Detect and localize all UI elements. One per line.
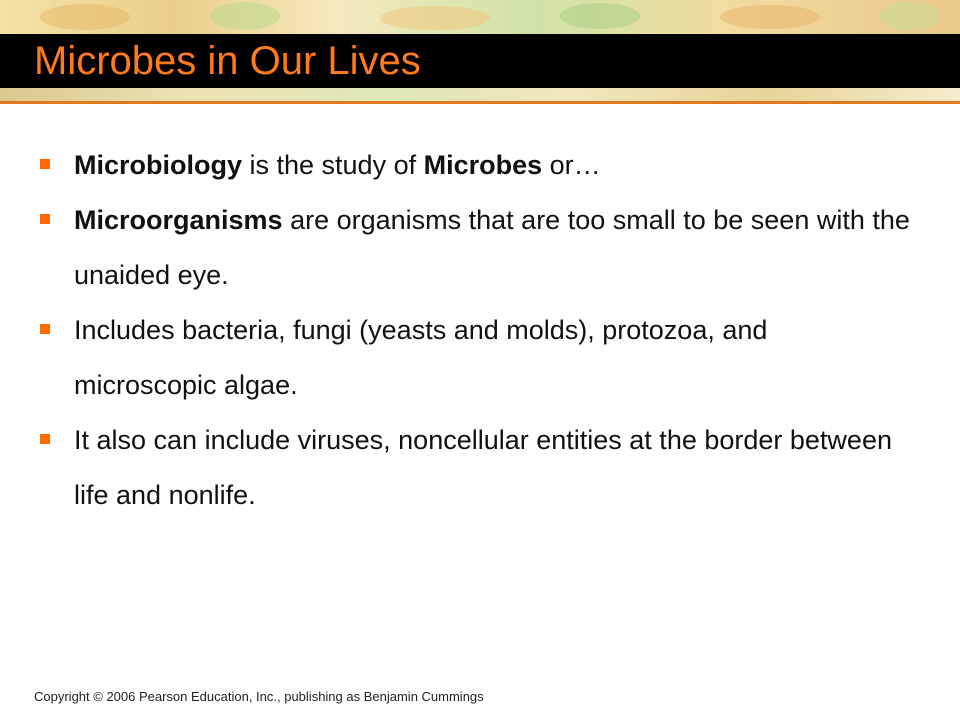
copyright-footer: Copyright © 2006 Pearson Education, Inc., publishing as Benjamin Cummings [34, 689, 484, 704]
slide-title: Microbes in Our Lives [34, 39, 421, 83]
square-bullet-icon [40, 159, 50, 169]
bullet-item [34, 413, 914, 523]
bullet-text: or… [542, 150, 601, 180]
square-bullet-icon [40, 324, 50, 334]
bullet-text: It also can include viruses, noncellular entities at the border between life and nonlife. [74, 425, 892, 510]
bullet-bold-term: Microbes [423, 150, 543, 180]
bullet-text: are organisms that are too small to be seen with the unaided eye. [74, 205, 910, 290]
square-bullet-icon [40, 434, 50, 444]
bullet-list [34, 138, 914, 523]
bullet-item [34, 193, 914, 303]
bullet-bold-term: Microbiology [74, 150, 242, 180]
decorative-divider-image [0, 88, 960, 102]
bullet-item [34, 303, 914, 413]
bullet-bold-term: Microorganisms [74, 205, 283, 235]
decorative-header-image [0, 0, 960, 34]
square-bullet-icon [40, 214, 50, 224]
bullet-text: Includes bacteria, fungi (yeasts and molds), protozoa, and microscopic algae. [74, 315, 768, 400]
bullet-text: is the study of [242, 150, 424, 180]
bullet-item [34, 138, 914, 193]
accent-line [0, 101, 960, 104]
